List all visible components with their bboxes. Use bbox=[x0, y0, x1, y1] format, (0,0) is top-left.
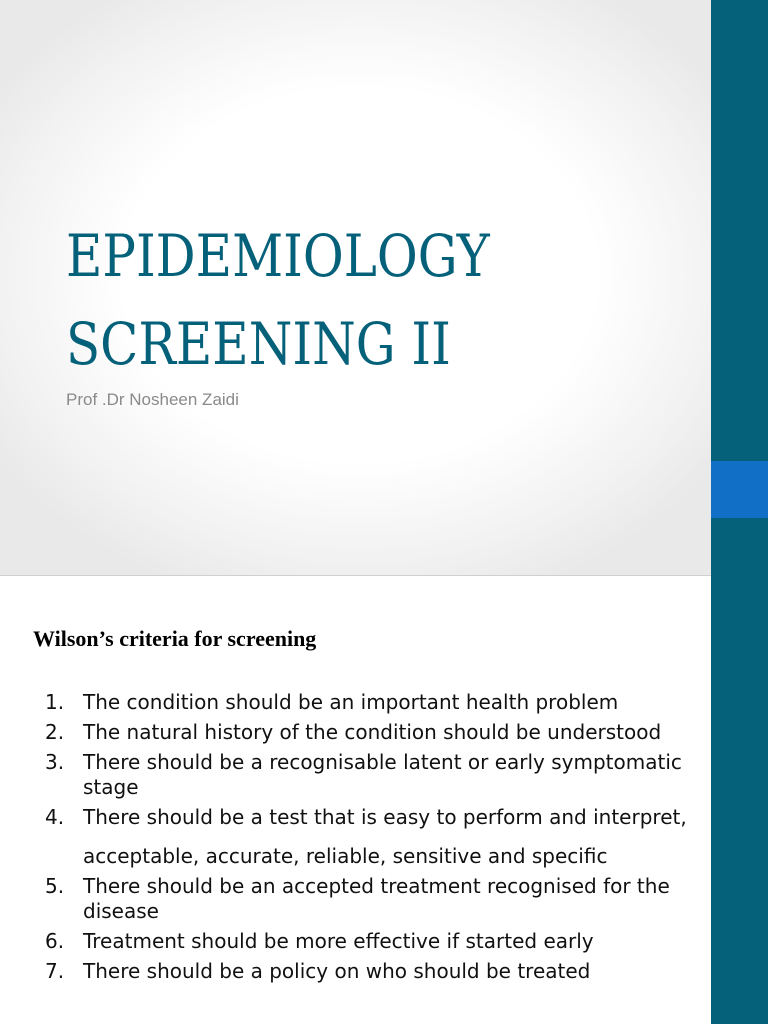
list-item bbox=[45, 690, 710, 715]
slide-title-line-2: SCREENING II bbox=[66, 310, 451, 378]
criteria-slide bbox=[0, 576, 768, 1024]
list-item-text: There should be an accepted treatment recognised for the disease bbox=[83, 874, 670, 923]
slide-title bbox=[66, 212, 616, 388]
side-color-band bbox=[711, 576, 768, 1024]
list-item-number: 3. bbox=[45, 750, 65, 774]
list-item-number: 7. bbox=[45, 959, 65, 983]
list-item-text: Treatment should be more effective if started early bbox=[83, 929, 594, 953]
slide-title-line-1: EPIDEMIOLOGY bbox=[66, 222, 490, 290]
list-item-text: The condition should be an important health problem bbox=[83, 690, 619, 714]
list-item-text: The natural history of the condition should be understood bbox=[83, 720, 662, 744]
list-item-number: 2. bbox=[45, 720, 65, 744]
list-item bbox=[45, 798, 710, 876]
slide-subtitle: Prof .Dr Nosheen Zaidi bbox=[66, 390, 239, 409]
list-item-number: 6. bbox=[45, 929, 65, 953]
list-item bbox=[45, 929, 710, 954]
list-item bbox=[45, 874, 710, 924]
list-item-text: There should be a test that is easy to perform and interpret, acceptable, accurate, reliable, sensitive and specific bbox=[83, 805, 687, 868]
list-item bbox=[45, 720, 710, 745]
criteria-list bbox=[45, 690, 710, 989]
criteria-heading: Wilson’s criteria for screening bbox=[33, 626, 317, 651]
list-item bbox=[45, 959, 710, 984]
side-accent-block bbox=[711, 461, 768, 518]
list-item-number: 5. bbox=[45, 874, 65, 898]
list-item-number: 4. bbox=[45, 805, 65, 829]
list-item bbox=[45, 750, 710, 800]
list-item-number: 1. bbox=[45, 690, 65, 714]
list-item-text: There should be a recognisable latent or early symptomatic stage bbox=[83, 750, 682, 799]
list-item-text: There should be a policy on who should be treated bbox=[83, 959, 591, 983]
